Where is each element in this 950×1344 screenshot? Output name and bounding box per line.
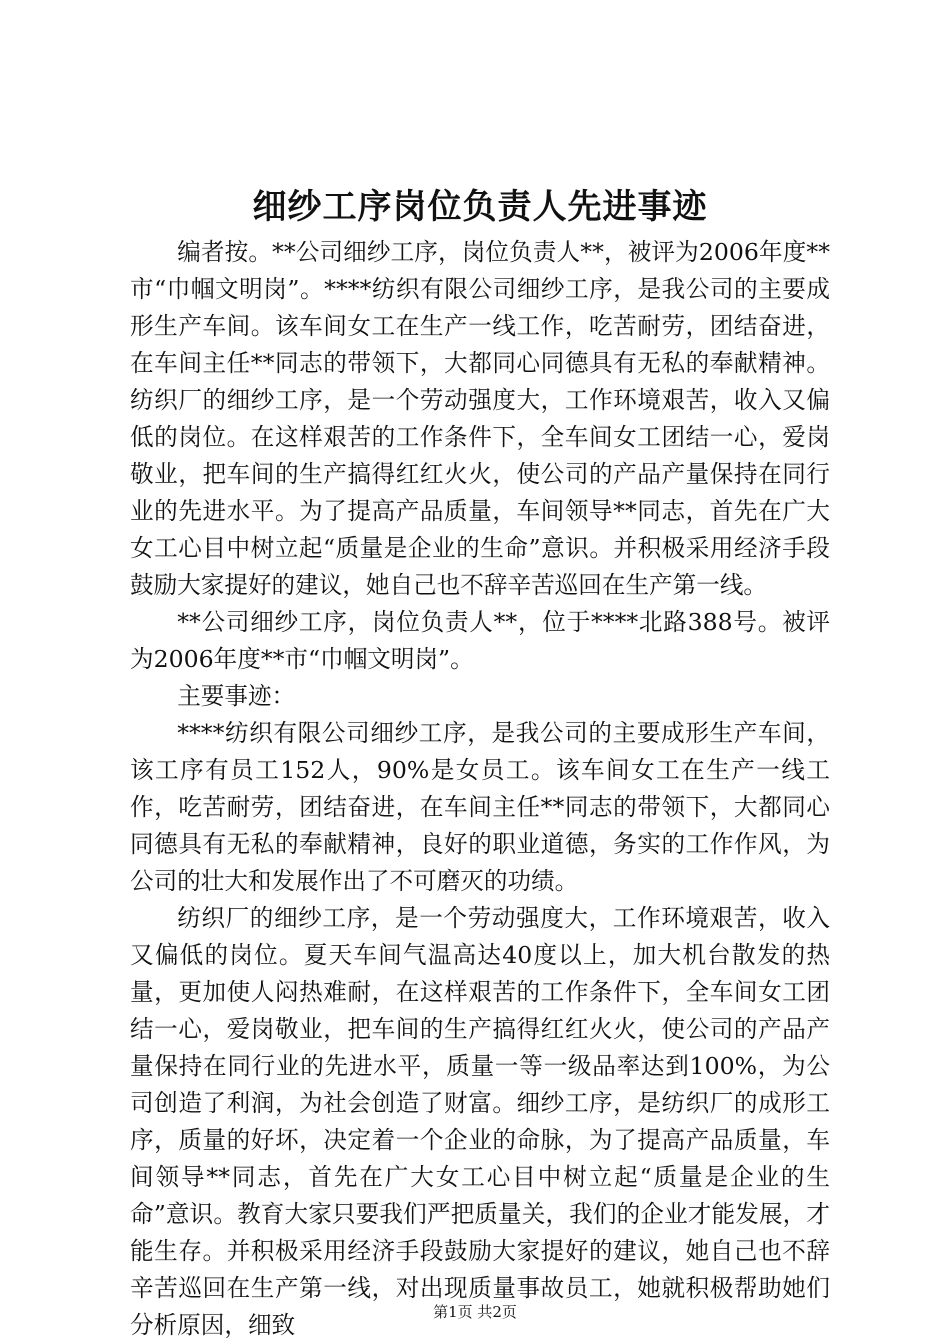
document-title: 细纱工序岗位负责人先进事迹 xyxy=(252,187,708,227)
paragraph-address: **公司细纱工序，岗位负责人**，位于****北路388号。被评为2006年度**市“巾帼文明岗”。 xyxy=(130,608,830,673)
paragraph-working-conditions: 纺织厂的细纱工序，是一个劳动强度大，工作环境艰苦，收入又偏低的岗位。夏天车间气温高达40度以上，加大机台散发的热量，更加使人闷热难耐，在这样艰苦的工作条件下，全车间女工团结一心，爱岗敬业，把车间的生产搞得红红火火，使公司的产品产量保持在同行业的先进水平，质量一等一级品率达到100%，为公司创造了利润，为社会创造了财富。细纱工序，是纺织厂的成形工序，质量的好坏，决定着一个企业的命脉，为了提高产品质量，车间领导**同志，首先在广大女工心目中树立起“质量是企业的生命”意识。教育大家只要我们严把质量关，我们的企业才能发展，才能生存。并积极采用经济手段鼓励大家提好的建议，她自己也不辞辛苦巡回在生产第一线，对出现质量事故员工，她就积极帮助她们分析原因，细致 xyxy=(130,904,830,1339)
paragraph-heading-main-deeds: 主要事迹： xyxy=(177,682,296,710)
paragraph-workshop-intro: ****纺织有限公司细纱工序，是我公司的主要成形生产车间，该工序有员工152人，90%是女员工。该车间女工在生产一线工作，吃苦耐劳，团结奋进，在车间主任**同志的带领下，大都同心同德具有无私的奉献精神，良好的职业道德，务实的工作作风，为公司的壮大和发展作出了不可磨灭的功绩。 xyxy=(130,719,830,895)
document-body xyxy=(130,234,830,1344)
paragraph-editor-note: 编者按。**公司细纱工序，岗位负责人**，被评为2006年度**市“巾帼文明岗”。****纺织有限公司细纱工序，是我公司的主要成形生产车间。该车间女工在生产一线工作，吃苦耐劳，团结奋进，在车间主任**同志的带领下，大都同心同德具有无私的奉献精神。纺织厂的细纱工序，是一个劳动强度大，工作环境艰苦，收入又偏低的岗位。在这样艰苦的工作条件下，全车间女工团结一心，爱岗敬业，把车间的生产搞得红红火火，使公司的产品产量保持在同行业的先进水平。为了提高产品质量，车间领导**同志，首先在广大女工心目中树立起“质量是企业的生命”意识。并积极采用经济手段鼓励大家提好的建议，她自己也不辞辛苦巡回在生产第一线。 xyxy=(130,238,830,599)
page-number-footer: 第1页 共2页 xyxy=(433,1303,517,1321)
